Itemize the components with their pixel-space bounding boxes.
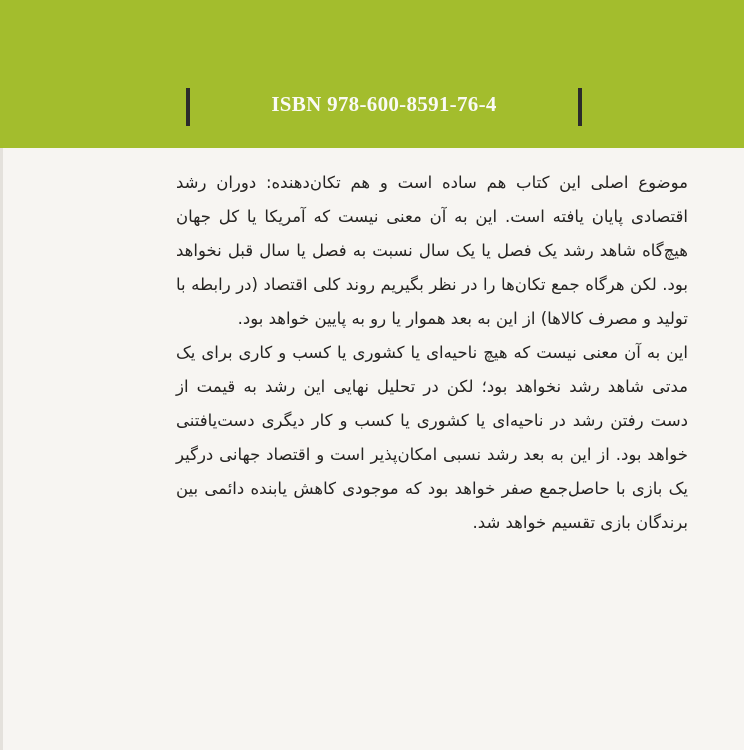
paragraph-2: این به آن معنی نیست که هیچ ناحیه‌ای یا کشوری یا کسب و کاری برای یک مدتی شاهد رشد نخواهد بود؛ لکن در تحلیل نهایی این رشد به قیمت از دست رفتن رشد در ناحیه‌ای یا کشوری یا کسب و کار دیگری دست‌یافتنی خواهد بود. از این به بعد رشد نسبی امکان‌پذیر است و اقتصاد جهانی درگیر یک بازی با حاصل‌جمع صفر خواهد بود که موجودی کاهش یابنده دائمی بین برندگان بازی تقسیم خواهد شد. — [176, 343, 688, 532]
isbn-label: ISBN 978-600-8591-76-4 — [271, 92, 497, 116]
paragraph-1: موضوع اصلی این کتاب هم ساده است و هم تکان‌دهنده: دوران رشد اقتصادی پایان یافته است. این به آن معنی نیست که آمریکا یا کل جهان هیچ‌گاه شاهد رشد یک فصل یا یک سال نسبت به فصل یا سال قبل نخواهد بود. لکن هرگاه جمع تکان‌ها را در نظر بگیریم روند کلی اقتصاد (در رابطه با تولید و مصرف کالاها) از این به بعد هموار یا رو به پایین خواهد بود. — [176, 173, 688, 328]
left-divider — [186, 88, 190, 126]
back-cover-text — [176, 166, 688, 540]
header-band — [0, 0, 744, 148]
page-edge — [0, 148, 3, 750]
right-divider — [578, 88, 582, 126]
